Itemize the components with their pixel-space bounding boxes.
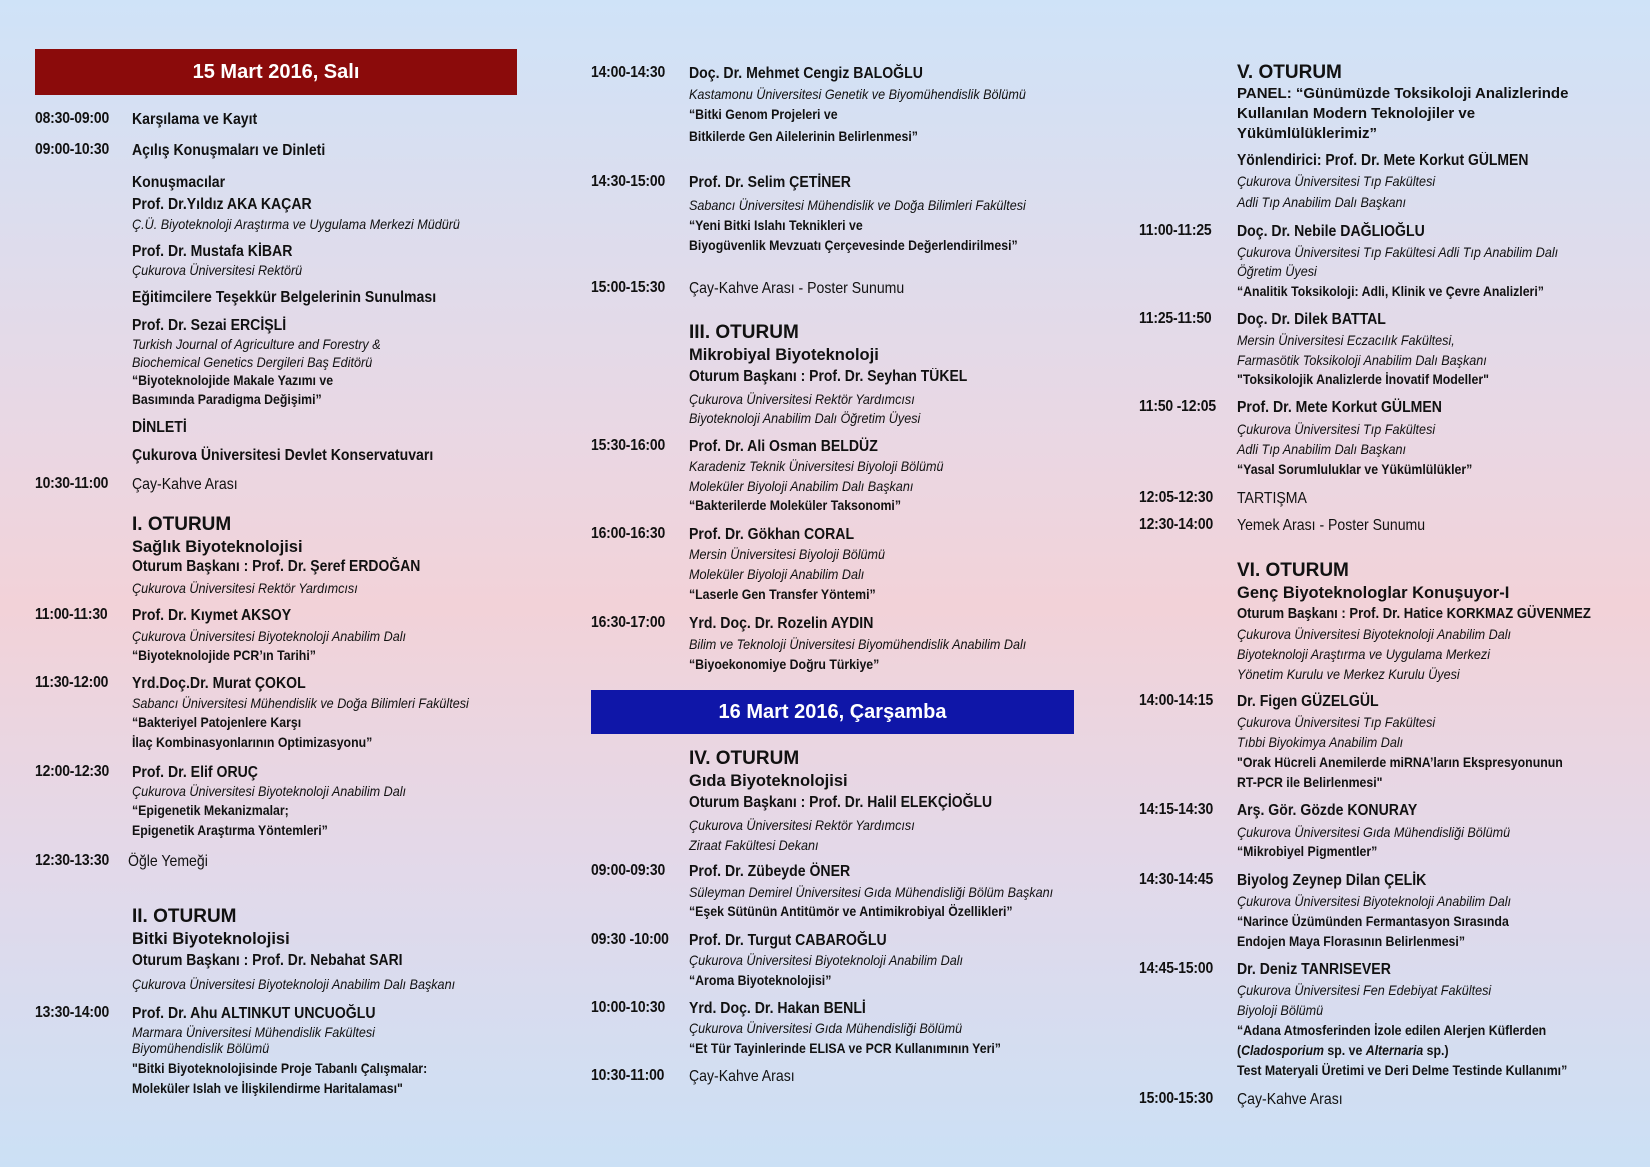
chair-institution: Çukurova Üniversitesi Biyoteknoloji Anabilim Dalı bbox=[1237, 626, 1512, 642]
speaker-institution: Çukurova Üniversitesi Biyoteknoloji Anabilim Dalı bbox=[132, 783, 407, 799]
session-heading: I. OTURUM bbox=[132, 514, 232, 535]
time-slot: 14:45-15:00 bbox=[1139, 960, 1214, 977]
time-slot: 10:30-11:00 bbox=[591, 1067, 665, 1084]
talk-title: “Yasal Sorumluluklar ve Yükümlülükler” bbox=[1237, 461, 1473, 477]
speaker-institution: Biochemical Genetics Dergileri Baş Editörü bbox=[132, 354, 373, 370]
speaker-name: Prof. Dr. Selim ÇETİNER bbox=[689, 174, 851, 191]
moderator-institution: Çukurova Üniversitesi Tıp Fakültesi bbox=[1237, 173, 1436, 189]
talk-title: “Mikrobiyel Pigmentler” bbox=[1237, 843, 1378, 859]
speaker-name: Prof. Dr. Elif ORUÇ bbox=[132, 764, 258, 781]
speaker-institution: Çukurova Üniversitesi Biyoteknoloji Anabilim Dalı bbox=[689, 952, 964, 968]
speaker-name: Doç. Dr. Nebile DAĞLIOĞLU bbox=[1237, 223, 1425, 240]
talk-title: Moleküler Islah ve İlişkilendirme Haritalaması" bbox=[132, 1080, 403, 1096]
chair-institution: Çukurova Üniversitesi Biyoteknoloji Anabilim Dalı Başkanı bbox=[132, 976, 456, 992]
session-chair: Oturum Başkanı : Prof. Dr. Halil ELEKÇİOĞLU bbox=[689, 794, 993, 811]
time-slot: 11:30-12:00 bbox=[35, 674, 109, 691]
talk-title: RT-PCR ile Belirlenmesi" bbox=[1237, 774, 1383, 790]
speaker-name: Prof. Dr.Yıldız AKA KAÇAR bbox=[132, 196, 312, 213]
session-subtitle: Sağlık Biyoteknolojisi bbox=[132, 538, 303, 556]
speaker-institution: Tıbbi Biyokimya Anabilim Dalı bbox=[1237, 734, 1404, 750]
chair-institution: Çukurova Üniversitesi Rektör Yardımcısı bbox=[689, 817, 915, 833]
speaker-institution: Öğretim Üyesi bbox=[1237, 263, 1317, 279]
talk-title: Bitkilerde Gen Ailelerinin Belirlenmesi” bbox=[689, 128, 918, 144]
day1-banner bbox=[35, 49, 517, 95]
time-slot: 14:00-14:15 bbox=[1139, 692, 1214, 709]
chair-institution: Yönetim Kurulu ve Merkez Kurulu Üyesi bbox=[1237, 666, 1460, 682]
time-slot: 11:50 -12:05 bbox=[1139, 398, 1216, 415]
speaker-name: Biyolog Zeynep Dilan ÇELİK bbox=[1237, 872, 1427, 889]
chair-institution: Ziraat Fakültesi Dekanı bbox=[689, 837, 819, 853]
talk-title: “Aroma Biyoteknolojisi” bbox=[689, 972, 832, 988]
session-subtitle: Mikrobiyal Biyoteknoloji bbox=[689, 346, 879, 364]
speaker-institution: Ç.Ü. Biyoteknoloji Araştırma ve Uygulama Merkezi Müdürü bbox=[132, 216, 460, 232]
speaker-institution: Karadeniz Teknik Üniversitesi Biyoloji Bölümü bbox=[689, 458, 944, 474]
chair-institution: Çukurova Üniversitesi Rektör Yardımcısı bbox=[689, 391, 915, 407]
item-label: Öğle Yemeği bbox=[128, 853, 208, 870]
talk-title: Basımında Paradigma Değişimi” bbox=[132, 391, 322, 407]
day1-title: 15 Mart 2016, Salı bbox=[192, 60, 360, 83]
speaker-name: Doç. Dr. Dilek BATTAL bbox=[1237, 311, 1386, 328]
speaker-name: Prof. Dr. Zübeyde ÖNER bbox=[689, 863, 851, 880]
day2-banner bbox=[591, 690, 1074, 734]
talk-title: İlaç Kombinasyonlarının Optimizasyonu” bbox=[132, 734, 373, 750]
talk-title: “Adana Atmosferinden İzole edilen Alerjen Küflerden bbox=[1237, 1022, 1547, 1038]
day2-title: 16 Mart 2016, Çarşamba bbox=[718, 700, 947, 723]
speaker-institution: Sabancı Üniversitesi Mühendislik ve Doğa Bilimleri Fakültesi bbox=[689, 197, 1026, 213]
speaker-institution: Çukurova Üniversitesi Rektörü bbox=[132, 262, 303, 278]
session-heading: V. OTURUM bbox=[1237, 62, 1342, 83]
speaker-name: Yrd. Doç. Dr. Hakan BENLİ bbox=[689, 1000, 866, 1017]
item-label: Çay-Kahve Arası bbox=[689, 1068, 795, 1085]
talk-title: “Bitki Genom Projeleri ve bbox=[689, 106, 838, 122]
speaker-institution: Çukurova Üniversitesi Fen Edebiyat Fakültesi bbox=[1237, 982, 1492, 998]
speaker-institution: Sabancı Üniversitesi Mühendislik ve Doğa Bilimleri Fakültesi bbox=[132, 695, 469, 711]
talk-title: “Analitik Toksikoloji: Adli, Klinik ve Çevre Analizleri” bbox=[1237, 283, 1544, 299]
time-slot: 12:00-12:30 bbox=[35, 763, 110, 780]
talk-title: (Cladosporium sp. ve Alternaria sp.) bbox=[1237, 1042, 1449, 1058]
session-chair: Oturum Başkanı : Prof. Dr. Şeref ERDOĞAN bbox=[132, 558, 421, 575]
time-slot: 16:30-17:00 bbox=[591, 614, 666, 631]
session-heading: II. OTURUM bbox=[132, 906, 237, 927]
time-slot: 11:00-11:25 bbox=[1139, 222, 1212, 239]
speaker-institution: Mersin Üniversitesi Eczacılık Fakültesi, bbox=[1237, 332, 1455, 348]
time-slot: 08:30-09:00 bbox=[35, 110, 110, 127]
talk-title: “Laserle Gen Transfer Yöntemi” bbox=[689, 586, 876, 602]
talk-title: “Narince Üzümünden Fermantasyon Sırasında bbox=[1237, 913, 1509, 929]
talk-title: “Epigenetik Mekanizmalar; bbox=[132, 802, 289, 818]
time-slot: 09:30 -10:00 bbox=[591, 931, 669, 948]
talk-title: "Toksikolojik Analizlerde İnovatif Modeller" bbox=[1237, 371, 1489, 387]
speaker-institution: Marmara Üniversitesi Mühendislik Fakültesi bbox=[132, 1024, 375, 1040]
talk-title: “Et Tür Tayinlerinde ELISA ve PCR Kullanımının Yeri” bbox=[689, 1040, 1001, 1056]
moderator-institution: Adli Tıp Anabilim Dalı Başkanı bbox=[1237, 194, 1407, 210]
speaker-institution: Bilim ve Teknoloji Üniversitesi Biyomühendislik Anabilim Dalı bbox=[689, 636, 1027, 652]
talk-title: “Biyoteknolojide PCR’ın Tarihi” bbox=[132, 647, 316, 663]
speaker-name: Prof. Dr. Ahu ALTINKUT UNCUOĞLU bbox=[132, 1005, 376, 1022]
item-label: Çay-Kahve Arası bbox=[1237, 1091, 1343, 1108]
speaker-institution: Biyomühendislik Bölümü bbox=[132, 1040, 270, 1056]
speaker-institution: Çukurova Üniversitesi Biyoteknoloji Anabilim Dalı bbox=[132, 628, 407, 644]
chair-institution: Biyoteknoloji Anabilim Dalı Öğretim Üyesi bbox=[689, 410, 921, 426]
speaker-name: Prof. Dr. Turgut CABAROĞLU bbox=[689, 932, 887, 949]
item-label: Çay-Kahve Arası bbox=[132, 476, 238, 493]
speaker-name: Prof. Dr. Mete Korkut GÜLMEN bbox=[1237, 399, 1442, 416]
chair-institution: Çukurova Üniversitesi Rektör Yardımcısı bbox=[132, 580, 358, 596]
time-slot: 11:00-11:30 bbox=[35, 606, 108, 623]
speaker-name: Prof. Dr. Gökhan CORAL bbox=[689, 526, 855, 543]
time-slot: 11:25-11:50 bbox=[1139, 310, 1212, 327]
talk-title: “Biyoteknolojide Makale Yazımı ve bbox=[132, 372, 334, 388]
talk-title: Biyogüvenlik Mevzuatı Çerçevesinde Değerlendirilmesi” bbox=[689, 237, 1018, 253]
time-slot: 16:00-16:30 bbox=[591, 525, 666, 542]
speaker-name: Prof. Dr. Sezai ERCİŞLİ bbox=[132, 317, 287, 334]
speaker-institution: Adli Tıp Anabilim Dalı Başkanı bbox=[1237, 441, 1407, 457]
speaker-name: Prof. Dr. Kıymet AKSOY bbox=[132, 607, 292, 624]
moderator: Yönlendirici: Prof. Dr. Mete Korkut GÜLMEN bbox=[1237, 152, 1529, 169]
chair-institution: Biyoteknoloji Araştırma ve Uygulama Merkezi bbox=[1237, 646, 1491, 662]
time-slot: 12:30-14:00 bbox=[1139, 516, 1214, 533]
talk-title: “Eşek Sütünün Antitümör ve Antimikrobiyal Özellikleri” bbox=[689, 903, 1013, 919]
time-slot: 15:30-16:00 bbox=[591, 437, 666, 454]
time-slot: 14:15-14:30 bbox=[1139, 801, 1214, 818]
panel-title: PANEL: “Günümüzde Toksikoloji Analizlerinde bbox=[1237, 85, 1569, 102]
time-slot: 10:30-11:00 bbox=[35, 475, 109, 492]
talk-title: Test Materyali Üretimi ve Deri Delme Testinde Kullanımı” bbox=[1237, 1062, 1568, 1078]
speaker-name: Dr. Deniz TANRISEVER bbox=[1237, 961, 1391, 978]
speaker-name: Prof. Dr. Mustafa KİBAR bbox=[132, 243, 293, 260]
talk-title: Endojen Maya Florasının Belirlenmesi” bbox=[1237, 933, 1465, 949]
speaker-institution: Çukurova Üniversitesi Biyoteknoloji Anabilim Dalı bbox=[1237, 893, 1512, 909]
speakers-heading: Konuşmacılar bbox=[132, 174, 226, 191]
talk-title: Epigenetik Araştırma Yöntemleri” bbox=[132, 822, 328, 838]
time-slot: 10:00-10:30 bbox=[591, 999, 666, 1016]
talk-title: “Bakterilerde Moleküler Taksonomi” bbox=[689, 497, 902, 513]
session-heading: III. OTURUM bbox=[689, 322, 799, 343]
talk-title: "Bitki Biyoteknolojisinde Proje Tabanlı Çalışmalar: bbox=[132, 1060, 428, 1076]
speaker-institution: Çukurova Üniversitesi Tıp Fakültesi Adli Tıp Anabilim Dalı bbox=[1237, 244, 1559, 260]
time-slot: 15:00-15:30 bbox=[1139, 1090, 1214, 1107]
speaker-institution: Çukurova Üniversitesi Tıp Fakültesi bbox=[1237, 714, 1436, 730]
time-slot: 13:30-14:00 bbox=[35, 1004, 110, 1021]
session-chair: Oturum Başkanı : Prof. Dr. Seyhan TÜKEL bbox=[689, 368, 968, 385]
time-slot: 14:30-14:45 bbox=[1139, 871, 1214, 888]
item-label: Çay-Kahve Arası - Poster Sunumu bbox=[689, 280, 905, 297]
session-heading: IV. OTURUM bbox=[689, 748, 800, 769]
speaker-institution: Süleyman Demirel Üniversitesi Gıda Mühendisliği Bölüm Başkanı bbox=[689, 884, 1054, 900]
session-subtitle: Bitki Biyoteknolojisi bbox=[132, 930, 290, 948]
speaker-institution: Moleküler Biyoloji Anabilim Dalı bbox=[689, 566, 865, 582]
speaker-institution: Çukurova Üniversitesi Gıda Mühendisliği Bölümü bbox=[689, 1020, 963, 1036]
item-label: Karşılama ve Kayıt bbox=[132, 111, 258, 128]
item-label: DİNLETİ bbox=[132, 419, 187, 436]
time-slot: 09:00-10:30 bbox=[35, 141, 110, 158]
session-heading: VI. OTURUM bbox=[1237, 560, 1349, 581]
item-label: Eğitimcilere Teşekkür Belgelerinin Sunulması bbox=[132, 289, 437, 306]
speaker-institution: Farmasötik Toksikoloji Anabilim Dalı Başkanı bbox=[1237, 352, 1487, 368]
time-slot: 14:30-15:00 bbox=[591, 173, 666, 190]
speaker-institution: Biyoloji Bölümü bbox=[1237, 1002, 1324, 1018]
speaker-name: Yrd.Doç.Dr. Murat ÇOKOL bbox=[132, 675, 306, 692]
time-slot: 09:00-09:30 bbox=[591, 862, 666, 879]
time-slot: 14:00-14:30 bbox=[591, 64, 666, 81]
speaker-name: Yrd. Doç. Dr. Rozelin AYDIN bbox=[689, 615, 874, 632]
panel-title: Kullanılan Modern Teknolojiler ve bbox=[1237, 105, 1476, 122]
speaker-name: Dr. Figen GÜZELGÜL bbox=[1237, 693, 1379, 710]
speaker-name: Doç. Dr. Mehmet Cengiz BALOĞLU bbox=[689, 65, 923, 82]
session-chair: Oturum Başkanı : Prof. Dr. Hatice KORKMAZ GÜVENMEZ bbox=[1237, 606, 1591, 622]
panel-title: Yükümlülüklerimiz” bbox=[1237, 125, 1378, 142]
speaker-institution: Mersin Üniversitesi Biyoloji Bölümü bbox=[689, 546, 886, 562]
item-label: Çukurova Üniversitesi Devlet Konservatuvarı bbox=[132, 447, 434, 464]
talk-title: "Orak Hücreli Anemilerde miRNA’ların Ekspresyonunun bbox=[1237, 754, 1563, 770]
talk-title: “Yeni Bitki Islahı Teknikleri ve bbox=[689, 217, 863, 233]
item-label: TARTIŞMA bbox=[1237, 490, 1307, 507]
session-subtitle: Genç Biyoteknologlar Konuşuyor-I bbox=[1237, 584, 1510, 602]
speaker-institution: Moleküler Biyoloji Anabilim Dalı Başkanı bbox=[689, 478, 914, 494]
session-subtitle: Gıda Biyoteknolojisi bbox=[689, 772, 848, 790]
time-slot: 15:00-15:30 bbox=[591, 279, 666, 296]
item-label: Açılış Konuşmaları ve Dinleti bbox=[132, 142, 326, 159]
speaker-institution: Kastamonu Üniversitesi Genetik ve Biyomühendislik Bölümü bbox=[689, 86, 1026, 102]
talk-title: “Bakteriyel Patojenlere Karşı bbox=[132, 714, 302, 730]
speaker-institution: Turkish Journal of Agriculture and Forestry & bbox=[132, 336, 381, 352]
time-slot: 12:05-12:30 bbox=[1139, 489, 1214, 506]
item-label: Yemek Arası - Poster Sunumu bbox=[1237, 517, 1426, 534]
talk-title: “Biyoekonomiye Doğru Türkiye” bbox=[689, 656, 880, 672]
session-chair: Oturum Başkanı : Prof. Dr. Nebahat SARI bbox=[132, 952, 403, 969]
speaker-name: Arş. Gör. Gözde KONURAY bbox=[1237, 802, 1418, 819]
speaker-name: Prof. Dr. Ali Osman BELDÜZ bbox=[689, 438, 878, 455]
speaker-institution: Çukurova Üniversitesi Gıda Mühendisliği Bölümü bbox=[1237, 824, 1511, 840]
time-slot: 12:30-13:30 bbox=[35, 852, 110, 869]
speaker-institution: Çukurova Üniversitesi Tıp Fakültesi bbox=[1237, 421, 1436, 437]
